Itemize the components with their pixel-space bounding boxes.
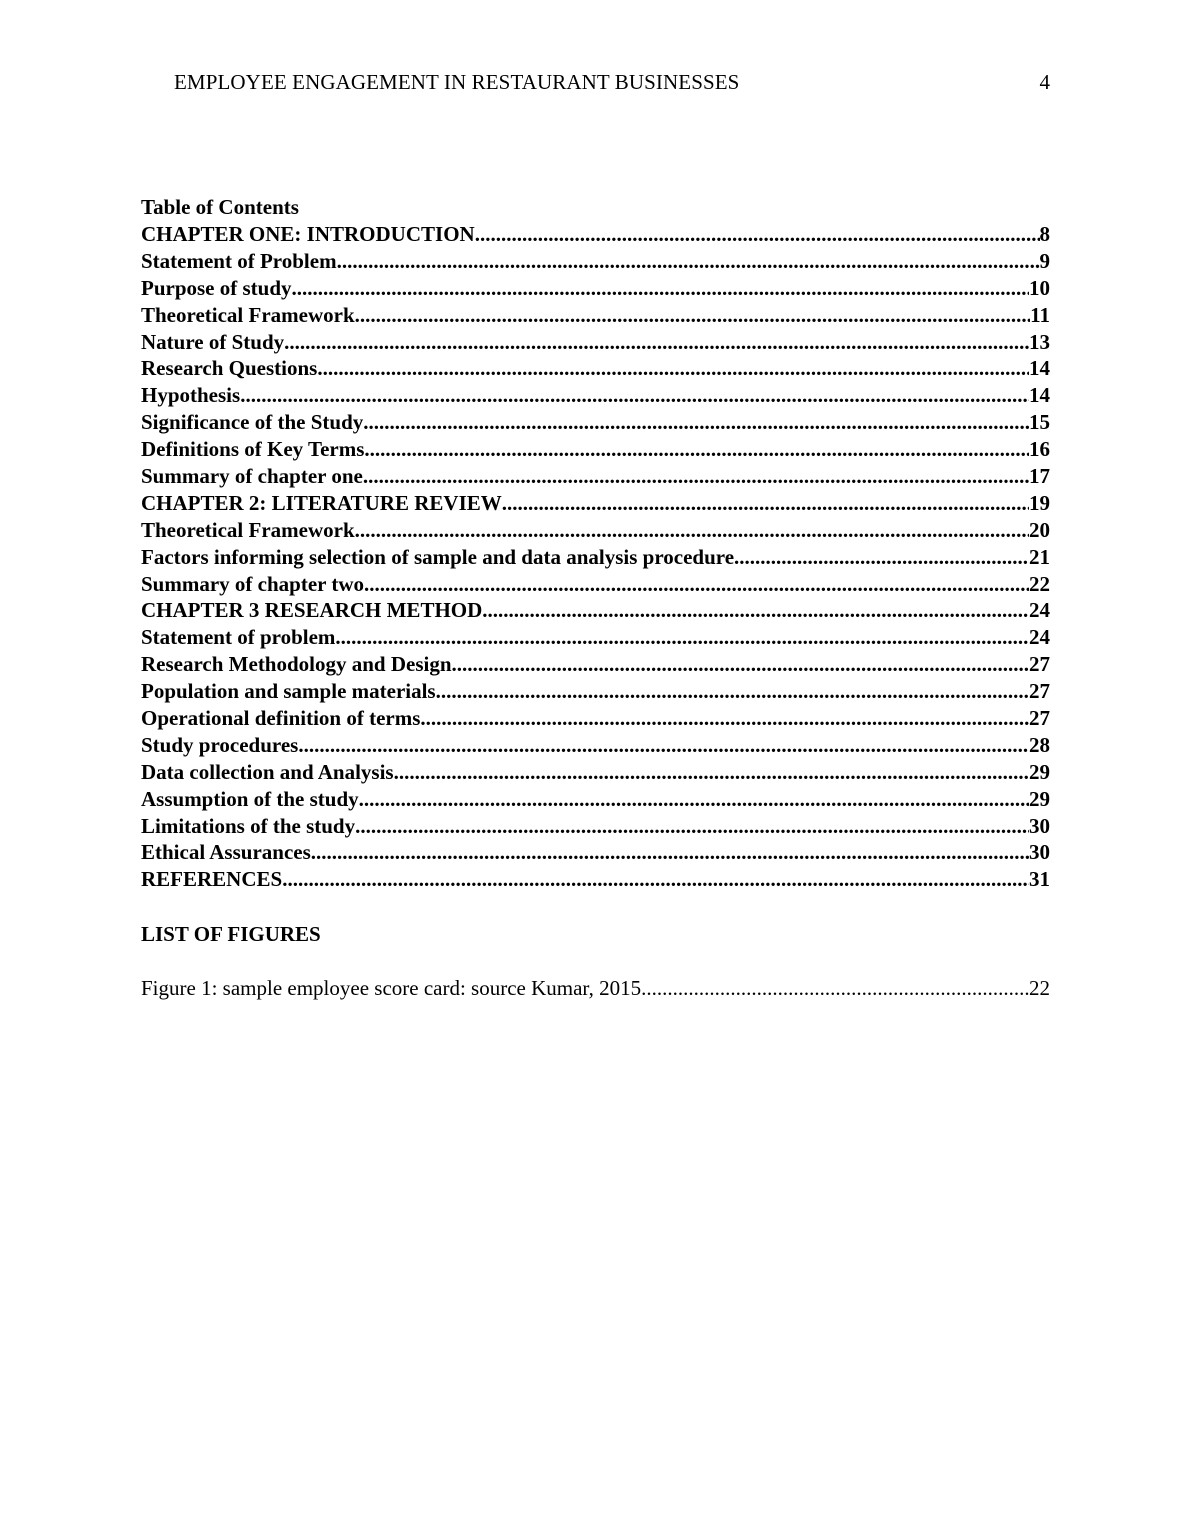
toc-entry[interactable] — [141, 463, 1050, 490]
toc-entry-label: Study procedures — [141, 732, 299, 757]
toc-entry-label: Limitations of the study — [141, 813, 356, 838]
toc-entry-page: 16 — [1029, 437, 1050, 462]
running-header — [174, 70, 1050, 98]
toc-entry-page: 31 — [1029, 867, 1050, 892]
toc-entry[interactable] — [141, 355, 1050, 382]
toc-leader-dots — [355, 813, 1029, 840]
toc-leader-dots — [482, 597, 1029, 624]
toc-entry-page: 28 — [1029, 732, 1050, 757]
toc-entry[interactable] — [141, 409, 1050, 436]
toc-leader-dots — [359, 786, 1029, 813]
toc-leader-dots — [363, 409, 1029, 436]
toc-entry-page: 22 — [1029, 976, 1050, 1000]
toc-entry-page: 11 — [1030, 302, 1050, 327]
toc-leader-dots — [436, 678, 1029, 705]
toc-entry-label: CHAPTER 3 RESEARCH METHOD — [141, 598, 483, 623]
toc-entry[interactable] — [141, 974, 1050, 1002]
toc-entry-label: CHAPTER ONE: INTRODUCTION — [141, 222, 475, 246]
toc-leader-dots — [364, 436, 1029, 463]
toc-entry-label: Statement of problem — [141, 625, 336, 650]
toc-entry-label: Assumption of the study — [141, 786, 359, 811]
toc-leader-dots — [311, 839, 1029, 866]
toc-title: Table of Contents — [141, 195, 299, 219]
toc-entry[interactable] — [141, 490, 1050, 517]
toc-leader-dots — [298, 732, 1029, 759]
toc-entry-page: 19 — [1029, 490, 1050, 515]
toc-leader-dots — [394, 759, 1029, 786]
toc-entry-page: 14 — [1029, 356, 1050, 381]
toc-entry-page: 20 — [1029, 517, 1050, 542]
toc-entry-label: Operational definition of terms — [141, 706, 421, 731]
toc-entry[interactable] — [141, 651, 1050, 678]
toc-entry-page: 27 — [1029, 679, 1050, 704]
toc-entry-label: Summary of chapter two — [141, 571, 365, 596]
toc-entry[interactable] — [141, 329, 1050, 356]
toc-leader-dots — [282, 866, 1029, 893]
toc-entry-label: Population and sample materials — [141, 679, 436, 704]
toc-entry[interactable] — [141, 839, 1050, 866]
toc-entry-label: REFERENCES — [141, 867, 283, 892]
toc-entry[interactable] — [141, 221, 1050, 248]
toc-entry-page: 27 — [1029, 706, 1050, 731]
toc-entry-page: 24 — [1029, 625, 1050, 650]
list-of-figures — [141, 974, 1050, 1002]
toc-leader-dots — [734, 544, 1029, 571]
toc-entry-label: Data collection and Analysis — [141, 759, 394, 784]
toc-entry-label: Factors informing selection of sample and data analysis procedure — [141, 544, 735, 569]
toc-entry-page: 22 — [1029, 571, 1050, 596]
toc-entry-page: 30 — [1029, 840, 1050, 865]
toc-entry-label: Purpose of study — [141, 275, 292, 300]
toc-entry-page: 10 — [1029, 275, 1050, 300]
toc-entry-page: 15 — [1029, 410, 1050, 435]
toc-entry-label: Nature of Study — [141, 329, 285, 354]
toc-entry[interactable] — [141, 705, 1050, 732]
toc-entry[interactable] — [141, 517, 1050, 544]
toc-entry-label: Figure 1: sample employee score card: source Kumar, 2015 — [141, 976, 642, 1000]
toc-leader-dots — [364, 571, 1029, 598]
toc-entry[interactable] — [141, 813, 1050, 840]
toc-entry-page: 9 — [1039, 248, 1050, 273]
toc-entry-page: 14 — [1029, 383, 1050, 408]
toc-entry[interactable] — [141, 275, 1050, 302]
toc-entry-label: Research Questions — [141, 356, 318, 381]
table-of-contents — [141, 194, 1050, 893]
toc-leader-dots — [363, 463, 1029, 490]
toc-entry[interactable] — [141, 732, 1050, 759]
toc-entry-page: 8 — [1039, 222, 1050, 246]
toc-leader-dots — [292, 275, 1029, 302]
toc-entry-label: CHAPTER 2: LITERATURE REVIEW — [141, 490, 502, 515]
toc-leader-dots — [240, 382, 1029, 409]
toc-entry[interactable] — [141, 597, 1050, 624]
toc-entries — [141, 221, 1050, 893]
toc-entry-page: 30 — [1029, 813, 1050, 838]
toc-entry[interactable] — [141, 624, 1050, 651]
toc-leader-dots — [317, 355, 1029, 382]
toc-entry-label: Theoretical Framework — [141, 517, 355, 542]
toc-entry[interactable] — [141, 571, 1050, 598]
toc-entry-label: Ethical Assurances — [141, 840, 311, 865]
toc-entry-page: 27 — [1029, 652, 1050, 677]
toc-entry-label: Statement of Problem — [141, 248, 337, 273]
toc-entry-label: Research Methodology and Design — [141, 652, 452, 677]
toc-leader-dots — [475, 221, 1040, 248]
toc-entry-label: Significance of the Study — [141, 410, 364, 435]
toc-entry[interactable] — [141, 436, 1050, 463]
toc-leader-dots — [355, 302, 1031, 329]
running-title: EMPLOYEE ENGAGEMENT IN RESTAURANT BUSINESSES — [174, 70, 740, 94]
page-number: 4 — [1039, 70, 1050, 94]
toc-leader-dots — [355, 517, 1029, 544]
toc-leader-dots — [337, 248, 1040, 275]
toc-entry-label: Theoretical Framework — [141, 302, 355, 327]
toc-entry-page: 29 — [1029, 759, 1050, 784]
toc-entry-label: Definitions of Key Terms — [141, 437, 365, 462]
toc-leader-dots — [420, 705, 1029, 732]
toc-leader-dots — [502, 490, 1029, 517]
toc-entry[interactable] — [141, 302, 1050, 329]
toc-entry-page: 13 — [1029, 329, 1050, 354]
toc-leader-dots — [335, 624, 1029, 651]
toc-entry-page: 24 — [1029, 598, 1050, 623]
toc-leader-dots — [641, 974, 1029, 1002]
list-of-figures-title: LIST OF FIGURES — [141, 922, 321, 946]
toc-entry-page: 17 — [1029, 464, 1050, 489]
toc-entry[interactable] — [141, 544, 1050, 571]
toc-leader-dots — [452, 651, 1029, 678]
toc-entry[interactable] — [141, 786, 1050, 813]
toc-entry[interactable] — [141, 866, 1050, 893]
toc-entry-label: Hypothesis — [141, 383, 241, 408]
toc-entry-label: Summary of chapter one — [141, 464, 363, 489]
toc-entry[interactable] — [141, 759, 1050, 786]
toc-entry[interactable] — [141, 248, 1050, 275]
toc-entry[interactable] — [141, 382, 1050, 409]
toc-entry[interactable] — [141, 678, 1050, 705]
toc-entry-page: 21 — [1029, 544, 1050, 569]
toc-entry-page: 29 — [1029, 786, 1050, 811]
toc-leader-dots — [284, 329, 1029, 356]
